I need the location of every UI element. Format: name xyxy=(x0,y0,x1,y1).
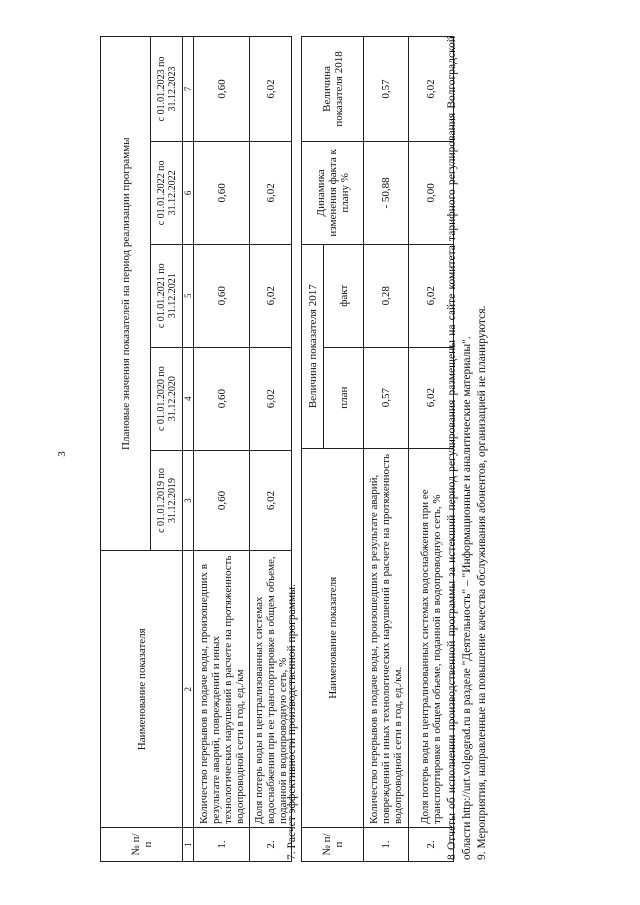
t1-header-num: № п/п xyxy=(101,828,183,862)
t1-row-num: 2. xyxy=(250,828,292,862)
t1-row-name: Количество перерывов в подаче воды, произошедших в результате аварий, повреждений и иных технологических нарушений в расчете на протяженность водопроводной сети в год, ед./км xyxy=(194,551,250,828)
t1-period: с 01.01.2022 по 31.12.2022 xyxy=(151,141,183,244)
planned-indicators-table xyxy=(100,36,292,862)
t1-row-value: 0,60 xyxy=(194,347,250,450)
t2-row-name: Доля потерь воды в централизованных системах водоснабжения при ее транспортировке в общем объеме, поданной в водопроводную сеть, % xyxy=(409,448,454,827)
t1-colnum: 6 xyxy=(183,141,194,244)
t2-row-plan: 0,57 xyxy=(364,347,409,448)
t1-header-name: Наименование показателя xyxy=(101,551,183,828)
efficiency-table xyxy=(301,36,454,862)
t2-row-num: 2. xyxy=(409,828,454,862)
t2-row-2018: 6,02 xyxy=(409,37,454,142)
t2-header-dynamics: Динамика изменения факта к плану % xyxy=(302,141,364,244)
t2-header-name: Наименование показателя xyxy=(302,448,364,827)
t1-colnum: 1 xyxy=(183,828,194,862)
t1-row-num: 1. xyxy=(194,828,250,862)
t2-row-fact: 6,02 xyxy=(409,244,454,347)
page-number: 3 xyxy=(56,451,68,457)
t1-header-group: Плановые значения показателей на период реализации программы xyxy=(101,37,151,551)
t1-row-value: 6,02 xyxy=(250,244,292,347)
t1-row-value: 6,02 xyxy=(250,37,292,142)
t2-header-num: № п/п xyxy=(302,828,364,862)
table-row xyxy=(194,37,250,862)
t2-row-name: Количество перерывов в подаче воды, произошедших в результате аварий, повреждений и иных технологических нарушений в расчете на протяженность водопроводной сети в год, ед./км. xyxy=(364,448,409,827)
t1-colnum: 4 xyxy=(183,347,194,450)
rotated-page-content xyxy=(100,32,570,862)
t1-row-value: 6,02 xyxy=(250,141,292,244)
t2-row-dynamics: 0,00 xyxy=(409,141,454,244)
t2-row-2018: 0,57 xyxy=(364,37,409,142)
t1-row-value: 0,60 xyxy=(194,450,250,551)
t1-row-value: 0,60 xyxy=(194,141,250,244)
t1-period: с 01.01.2021 по 31.12.2021 xyxy=(151,244,183,347)
t2-header-2018: Величина показателя 2018 xyxy=(302,37,364,142)
t2-row-dynamics: - 50,88 xyxy=(364,141,409,244)
t1-row-value: 0,60 xyxy=(194,244,250,347)
t1-period: с 01.01.2020 по 31.12.2020 xyxy=(151,347,183,450)
t2-header-plan: план xyxy=(324,347,364,448)
t2-header-fact: факт xyxy=(324,244,364,347)
notes xyxy=(445,36,490,860)
t1-row-value: 6,02 xyxy=(250,347,292,450)
t1-row-name: Доля потерь воды в централизованных системах водоснабжения при ее транспортировке в общем объеме, поданной в водопроводную сеть, % xyxy=(250,551,292,828)
t2-header-2017: Величина показателя 2017 xyxy=(302,244,324,448)
t1-row-value: 6,02 xyxy=(250,450,292,551)
note-8: 8 Отчеты об исполнении производственной программы за истекший период регулирования размещены на сайте комитета тарифного регулирования Волгоградской области http://urt.volgograd.ru в разделе "Деятельность" – "Информационные и аналитические материалы". xyxy=(446,36,473,860)
t1-colnum: 7 xyxy=(183,37,194,142)
note-9: 9. Мероприятия, направленные на повышение качества обслуживания абонентов, организацией не планируются. xyxy=(476,305,488,860)
t2-row-num: 1. xyxy=(364,828,409,862)
t1-colnum: 3 xyxy=(183,450,194,551)
t2-row-fact: 0,28 xyxy=(364,244,409,347)
t2-row-plan: 6,02 xyxy=(409,347,454,448)
t1-colnum: 2 xyxy=(183,551,194,828)
table-row xyxy=(364,37,409,862)
t1-colnum: 5 xyxy=(183,244,194,347)
t1-period: с 01.01.2019 по 31.12.2019 xyxy=(151,450,183,551)
t1-row-value: 0,60 xyxy=(194,37,250,142)
section-7-title: 7. Расчет эффективности производственной программы. xyxy=(286,584,298,860)
t1-period: с 01.01.2023 по 31.12.2023 xyxy=(151,37,183,142)
